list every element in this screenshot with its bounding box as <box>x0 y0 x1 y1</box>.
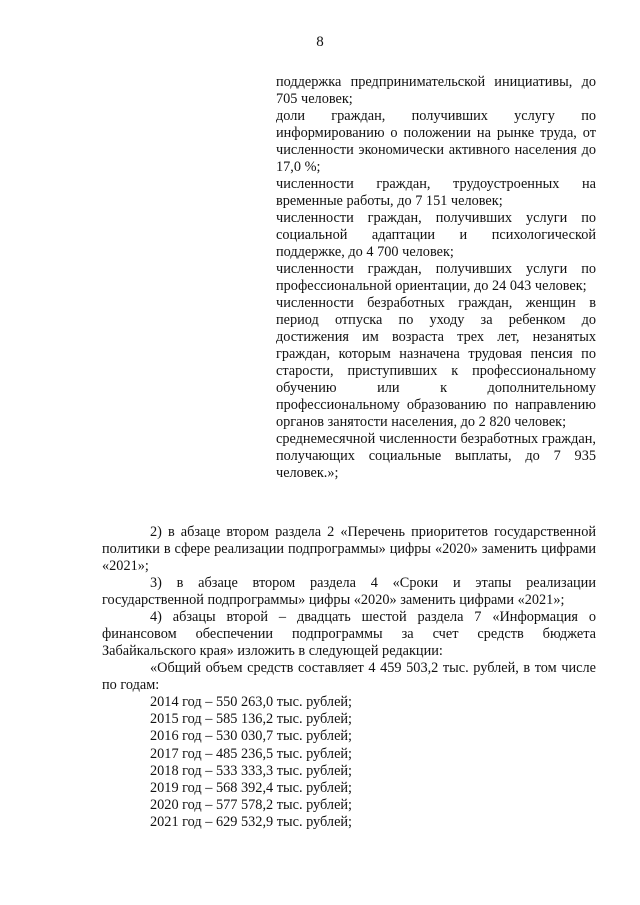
indicator-paragraph: доли граждан, получивших услугу по информированию о положении на рынке труда, от численности экономически активного населения до 17,0 %; <box>276 108 596 175</box>
funding-year-item: 2016 год – 530 030,7 тыс. рублей; <box>150 728 353 745</box>
indicator-paragraph: среднемесячной численности безработных граждан, получающих социальные выплаты, до 7 935 человек.»; <box>276 431 596 481</box>
amendment-paragraph-3: 3) в абзаце втором раздела 4 «Сроки и этапы реализации государственной подпрограммы» цифры «2020» заменить цифрами «2021»; <box>102 575 596 608</box>
funding-year-item: 2019 год – 568 392,4 тыс. рублей; <box>150 779 353 796</box>
indicator-paragraph: численности безработных граждан, женщин в период отпуска по уходу за ребенком до достижения им возраста трех лет, незанятых граждан, которым назначена трудовая пенсия по старости, приступивших к профессиональному обучению или к дополнительному профессиональному образованию по направлению органов занятости населения, до 2 820 человек; <box>276 295 596 430</box>
funding-by-year-list <box>102 694 596 832</box>
quoted-indicators-column <box>276 74 596 482</box>
funding-year-item: 2014 год – 550 263,0 тыс. рублей; <box>150 694 353 710</box>
funding-year-item: 2015 год – 585 136,2 тыс. рублей; <box>150 711 353 728</box>
amendment-paragraph-2: 2) в абзаце втором раздела 2 «Перечень приоритетов государственной политики в сфере реализации подпрограммы» цифры «2020» заменить цифрами «2021»; <box>102 524 596 574</box>
indicator-paragraph: численности граждан, получивших услуги по социальной адаптации и психологической поддержке, до 4 700 человек; <box>276 210 596 260</box>
page-number: 8 <box>316 34 324 50</box>
amendments-body <box>102 524 596 832</box>
amendment-paragraph-4: 4) абзацы второй – двадцать шестой раздела 7 «Информация о финансовом обеспечении подпрограммы за счет средств бюджета Забайкальского края» изложить в следующей редакции: <box>102 609 596 659</box>
funding-year-item: 2017 год – 485 236,5 тыс. рублей; <box>150 745 353 762</box>
funding-year-item: 2018 год – 533 333,3 тыс. рублей; <box>150 762 353 779</box>
funding-year-item: 2020 год – 577 578,2 тыс. рублей; <box>150 797 353 814</box>
indicator-paragraph: численности граждан, трудоустроенных на временные работы, до 7 151 человек; <box>276 176 596 209</box>
indicator-paragraph: численности граждан, получивших услуги по профессиональной ориентации, до 24 043 человек; <box>276 261 596 294</box>
indicator-paragraph: поддержка предпринимательской инициативы, до 705 человек; <box>276 74 596 107</box>
funding-total-paragraph: «Общий объем средств составляет 4 459 503,2 тыс. рублей, в том числе по годам: <box>102 660 596 693</box>
funding-year-item: 2021 год – 629 532,9 тыс. рублей; <box>150 814 353 831</box>
